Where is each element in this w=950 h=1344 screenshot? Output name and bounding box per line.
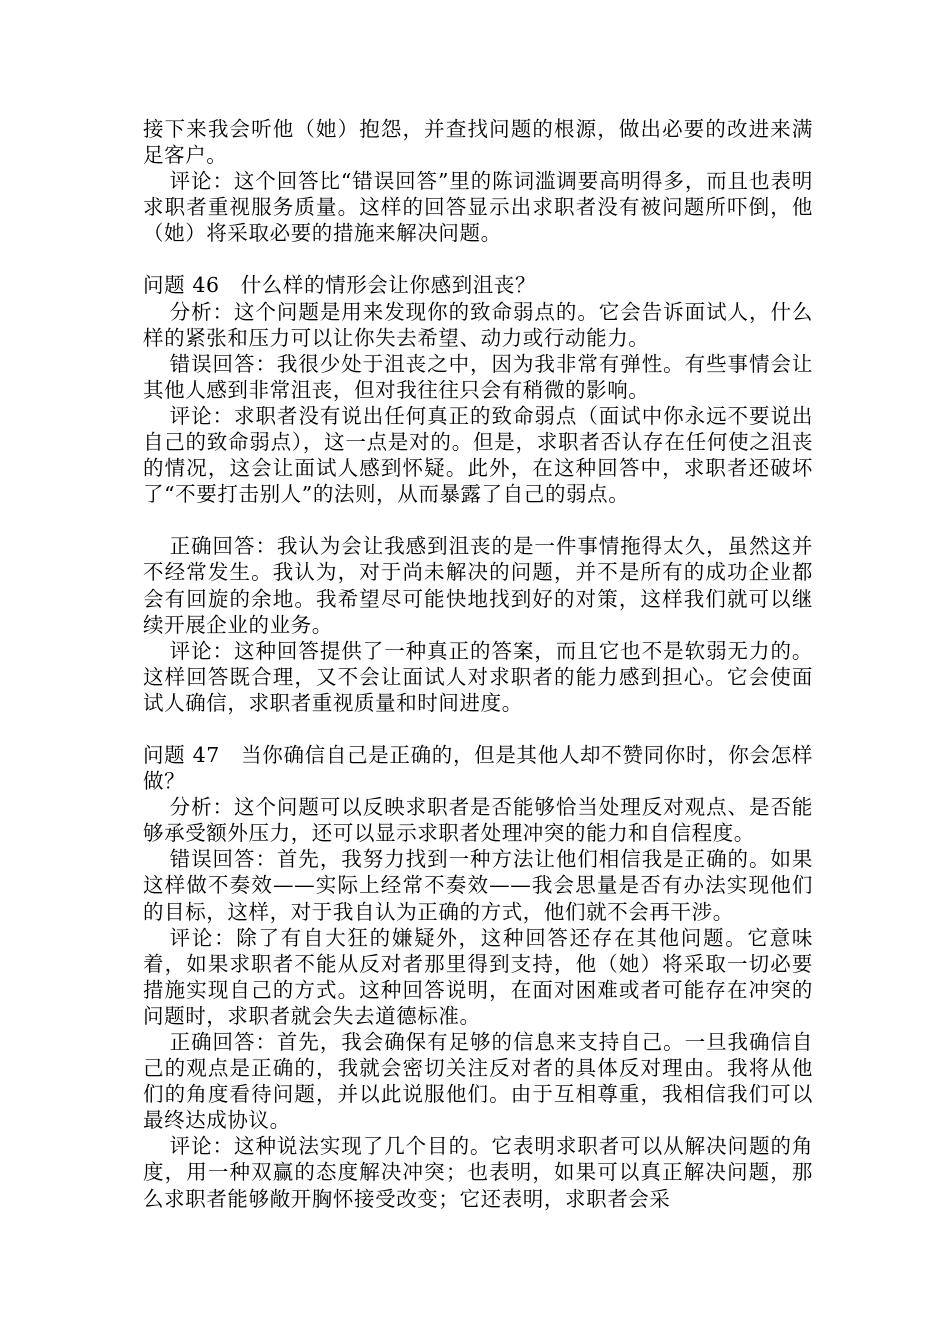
question-47-heading: 问题 47 当你确信自己是正确的，但是其他人却不赞同你时，你会怎样做？ bbox=[143, 742, 813, 794]
question-46-wrong-answer: 错误回答：我很少处于沮丧之中，因为我非常有弹性。有些事情会让其他人感到非常沮丧，但对我往往只会有稍微的影响。 bbox=[143, 351, 813, 402]
spacer bbox=[143, 507, 813, 533]
question-47-right-comment: 评论：这种说法实现了几个目的。它表明求职者可以从解决问题的角度，用一种双赢的态度解决冲突；也表明，如果可以真正解决问题，那么求职者能够敞开胸怀接受改变；它还表明，求职者会采 bbox=[143, 1134, 813, 1211]
question-47-wrong-answer: 错误回答：首先，我努力找到一种方法让他们相信我是正确的。如果这样做不奏效——实际上经常不奏效——我会思量是否有办法实现他们的目标，这样，对于我自认为正确的方式，他们就不会再干涉。 bbox=[143, 847, 813, 924]
question-46-analysis: 分析：这个问题是用来发现你的致命弱点的。它会告诉面试人，什么样的紧张和压力可以让你失去希望、动力或行动能力。 bbox=[143, 299, 813, 350]
question-47-analysis: 分析：这个问题可以反映求职者是否能够恰当处理反对观点、是否能够承受额外压力，还可以显示求职者处理冲突的能力和自信程度。 bbox=[143, 795, 813, 846]
spacer bbox=[143, 716, 813, 742]
question-47-wrong-comment: 评论：除了有自大狂的嫌疑外，这种回答还存在其他问题。它意味着，如果求职者不能从反对者那里得到支持，他（她）将采取一切必要措施实现自己的方式。这种回答说明，在面对困难或者可能存在冲突的问题时，求职者就会失去道德标准。 bbox=[143, 925, 813, 1028]
question-46-right-answer: 正确回答：我认为会让我感到沮丧的是一件事情拖得太久，虽然这并不经常发生。我认为，对于尚未解决的问题，并不是所有的成功企业都会有回旋的余地。我希望尽可能快地找到好的对策，这样我们就可以继续开展企业的业务。 bbox=[143, 534, 813, 637]
spacer bbox=[143, 246, 813, 272]
paragraph-intro-continuation: 接下来我会听他（她）抱怨，并查找问题的根源，做出必要的改进来满足客户。 bbox=[143, 117, 813, 168]
question-46-heading: 问题 46 什么样的情形会让你感到沮丧？ bbox=[143, 273, 537, 298]
paragraph-comment-previous: 评论：这个回答比“错误回答”里的陈词滥调要高明得多，而且也表明求职者重视服务质量。这样的回答显示出求职者没有被问题所吓倒，他（她）将采取必要的措施来解决问题。 bbox=[143, 169, 813, 246]
question-47-right-answer: 正确回答：首先，我会确保有足够的信息来支持自己。一旦我确信自己的观点是正确的，我就会密切关注反对者的具体反对理由。我将从他们的角度看待问题，并以此说服他们。由于互相尊重，我相信我们可以最终达成协议。 bbox=[143, 1030, 813, 1133]
question-46-wrong-comment: 评论：求职者没有说出任何真正的致命弱点（面试中你永远不要说出自己的致命弱点），这一点是对的。但是，求职者否认存在任何使之沮丧的情况，这会让面试人感到怀疑。此外，在这种回答中，求职者还破坏了“不要打击别人”的法则，从而暴露了自己的弱点。 bbox=[143, 403, 813, 507]
document-page bbox=[143, 116, 813, 1212]
question-46-right-comment: 评论：这种回答提供了一种真正的答案，而且它也不是软弱无力的。这样回答既合理，又不会让面试人对求职者的能力感到担心。它会使面试人确信，求职者重视质量和时间进度。 bbox=[143, 638, 813, 715]
